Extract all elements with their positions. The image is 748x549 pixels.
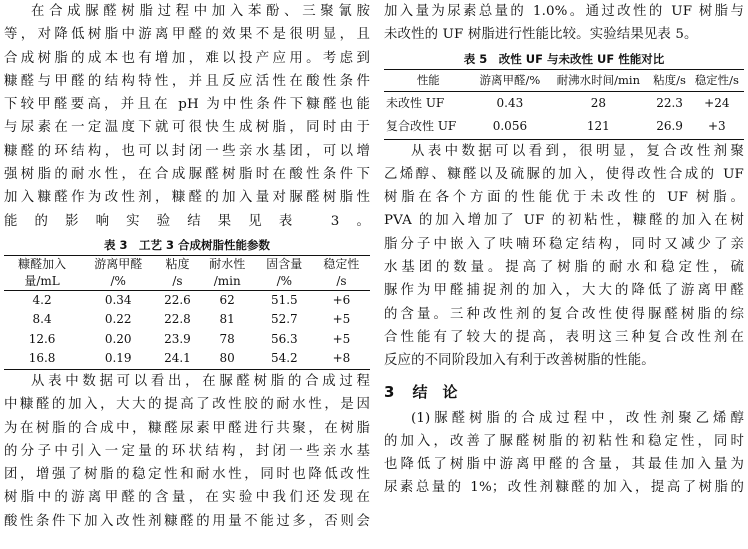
table-cell: 22.3 <box>656 95 683 110</box>
table-cell: 81 <box>219 312 235 327</box>
paragraph-right-1-line-1: 加入量为尿素总量的 1.0%。通过改性的 UF 树脂与 <box>384 4 744 19</box>
table-cell: 121 <box>586 119 610 134</box>
paragraph-left-1-line-6: 与尿素在一定温度下就可很快生成树脂，同时由于 <box>4 120 370 136</box>
paragraph-right-2-line-2: 乙烯醇、糠醛以及硫脲的加入，使得改性合成的 UF <box>384 166 744 182</box>
table-cell: +6 <box>313 290 370 310</box>
section-number: 3 <box>384 382 395 401</box>
table-row <box>4 290 370 310</box>
paragraph-left-1-line-10: 能的影响实验结果见表 3。 <box>4 213 370 229</box>
table-3-caption: 表 3 工艺 3 合成树脂性能参数 <box>103 237 270 252</box>
paragraph-right-2-line-10: 反应的不同阶段加入有利于改善树脂的性能。 <box>384 353 655 369</box>
table-5-header-1: 游离甲醛/% <box>473 69 548 91</box>
paragraph-right-3-line-4: 尿素总量的 1%；改性剂糠醛的加入，提高了树脂的 <box>384 480 744 496</box>
table-cell: 24.1 <box>164 351 191 366</box>
table-cell: 62 <box>199 290 256 310</box>
table-cell: 26.9 <box>656 119 683 134</box>
paragraph-left-1-line-9: 加入糠醛作为改性剂，糠醛的加入量对脲醛树脂性 <box>4 190 370 206</box>
paragraph-left-2-line-4: 的分子中引入一定量的环状结构，封闭一些亲水基 <box>4 443 370 459</box>
paragraph-left-1-line-1: 在合成脲醛树脂过程中加入苯酚、三聚氰胺 <box>31 4 370 19</box>
table-5-header-4: 稳定性/s <box>690 69 744 91</box>
table-cell: 51.5 <box>256 290 313 310</box>
table-3-header-1-line-2: /% <box>110 273 126 288</box>
left-column <box>4 0 370 533</box>
table-5-header-2: 耐沸水时间/min <box>547 69 649 91</box>
paragraph-right-3-line-2: 的加入，改善了脲醛树脂的初粘性和稳定性，同时 <box>384 433 744 449</box>
table-cell: +5 <box>332 331 351 346</box>
paragraph-left-1-line-2: 等，对降低树脂中游离甲醛的效果不是很明显，且 <box>4 27 370 43</box>
table-cell: +5 <box>332 312 351 327</box>
paragraph-right-2-line-4: PVA 的加入增加了 UF 的初粘性，糠醛的加入在树 <box>384 213 744 229</box>
table-3-header-2-line-2: /s <box>172 273 183 288</box>
paragraph-right-3-line-1: (1)脲醛树脂的合成过程中，改性剂聚乙烯醇 <box>411 410 744 426</box>
table-5-header-0: 性能 <box>384 69 473 91</box>
right-column <box>384 0 744 500</box>
paragraph-left-1-line-7: 糠醛的环结构，也可以封闭一些亲水基团，可以增 <box>4 143 370 159</box>
paragraph-left-2-line-1: 从表中数据可以看出，在脲醛树脂的合成过程 <box>31 373 370 389</box>
table-cell: +8 <box>332 351 351 366</box>
table-cell: 未改性 UF <box>386 95 445 110</box>
table-cell: 52.7 <box>270 312 298 327</box>
table-cell: 4.2 <box>4 290 80 310</box>
paragraph-left-2-line-7: 酸性条件下加入改性剂糠醛的用量不能过多，否则会 <box>4 513 370 529</box>
table-cell: 复合改性 UF <box>386 119 457 134</box>
table-cell: 54.2 <box>270 351 298 366</box>
table-cell: 0.43 <box>496 95 524 110</box>
paragraph-right-2-line-3: 树脂在各个方面的性能优于未改性的 UF 树脂。 <box>384 190 744 206</box>
table-cell: +24 <box>704 95 730 110</box>
table-3-header-0-line-1: 糠醛加入 <box>18 256 67 271</box>
paragraph-left-2-line-2: 中糠醛的加入，大大的提高了改性胶的耐水性，是因 <box>4 397 370 413</box>
paragraph-right-2-line-6: 水基团的数量。提高了树脂的耐水和稳定性，硫 <box>384 260 744 276</box>
table-cell: 80 <box>219 351 235 366</box>
table-cell: 22.6 <box>156 290 198 310</box>
paragraph-left-1-line-3: 合成树脂的成本也有增加，难以投产应用。考虑到 <box>4 50 370 66</box>
table-3 <box>4 255 370 370</box>
paragraph-left-1-line-8: 强树脂的耐水性，在合成脲醛树脂时在酸性条件下 <box>4 167 370 183</box>
table-row <box>4 310 370 330</box>
paragraph-left-2-line-6: 树脂中的游离甲醛的含量，在实验中我们还发现在 <box>4 490 370 506</box>
table-cell: 0.056 <box>492 119 528 134</box>
paragraph-left-1-line-5: 下较甲醛要高，并且在 pH 为中性条件下糠醛也能 <box>4 97 370 113</box>
table-3-header-0-line-2: 量/mL <box>24 273 60 288</box>
paragraph-right-1-line-2: 未改性的 UF 树脂进行性能比较。实验结果见表 5。 <box>384 27 698 43</box>
paragraph-right-3-line-3: 也降低了树脂中游离甲醛的含量，其最佳加入量为 <box>384 457 744 473</box>
table-cell: +3 <box>707 119 726 134</box>
section-title: 结 论 <box>412 382 458 401</box>
table-3-header-4-line-1: 固含量 <box>266 256 303 271</box>
table-cell: 23.9 <box>164 331 191 346</box>
table-3-header-4-line-2: /% <box>276 273 293 288</box>
paragraph-right-2-line-5: 脂分子中嵌入了呋喃环稳定结构，同时又减少了亲 <box>384 236 744 252</box>
section-heading <box>384 381 744 403</box>
table-cell: 0.34 <box>80 290 156 310</box>
table-5 <box>384 69 744 140</box>
table-3-header-5-line-2: /s <box>336 273 347 288</box>
table-cell: 0.19 <box>104 351 132 366</box>
table-cell: 28 <box>590 95 606 110</box>
table-3-header-3-line-1: 耐水性 <box>209 256 246 271</box>
table-row <box>4 349 370 369</box>
table-3-header-1-line-1: 游离甲醛 <box>94 256 143 271</box>
table-cell: 8.4 <box>32 312 52 327</box>
table-cell: 78 <box>219 331 235 346</box>
table-cell: 0.22 <box>104 312 132 327</box>
table-row <box>384 115 744 139</box>
table-cell: 0.20 <box>104 331 132 346</box>
table-5-caption: 表 5 改性 UF 与未改性 UF 性能对比 <box>463 51 665 66</box>
table-row <box>4 330 370 350</box>
table-cell: 16.8 <box>28 351 56 366</box>
table-cell: 12.6 <box>28 331 56 346</box>
paragraph-right-2-line-8: 的含量。三种改性剂的复合改性使得脲醛树脂的综 <box>384 306 744 322</box>
paragraph-right-2-line-9: 合性能有了较大的提高，表明这三种复合改性剂在 <box>384 329 744 345</box>
table-cell: 22.8 <box>164 312 191 327</box>
paragraph-left-2-line-5: 团，增强了树脂的稳定性和耐水性，同时也降低改性 <box>4 467 370 483</box>
table-5-header-3: 粘度/s <box>649 69 689 91</box>
table-3-header-2-line-1: 粘度 <box>165 256 190 271</box>
table-3-header-5-line-1: 稳定性 <box>323 256 360 271</box>
paragraph-right-2-line-7: 脲作为甲醛捕捉剂的加入，大大的降低了游离甲醛 <box>384 283 744 299</box>
table-3-header-3-line-2: /min <box>213 273 241 288</box>
paragraph-left-1-line-4: 糠醛与甲醛的结构特性，并且反应活性在酸性条件 <box>4 73 370 89</box>
table-cell: 56.3 <box>270 331 298 346</box>
table-row <box>384 91 744 115</box>
paragraph-left-2-line-3: 为在树脂的合成中，糠醛尿素甲醛进行共聚，在树脂 <box>4 420 370 436</box>
paragraph-right-2-line-1: 从表中数据可以看到，很明显，复合改性剂聚 <box>411 143 744 159</box>
